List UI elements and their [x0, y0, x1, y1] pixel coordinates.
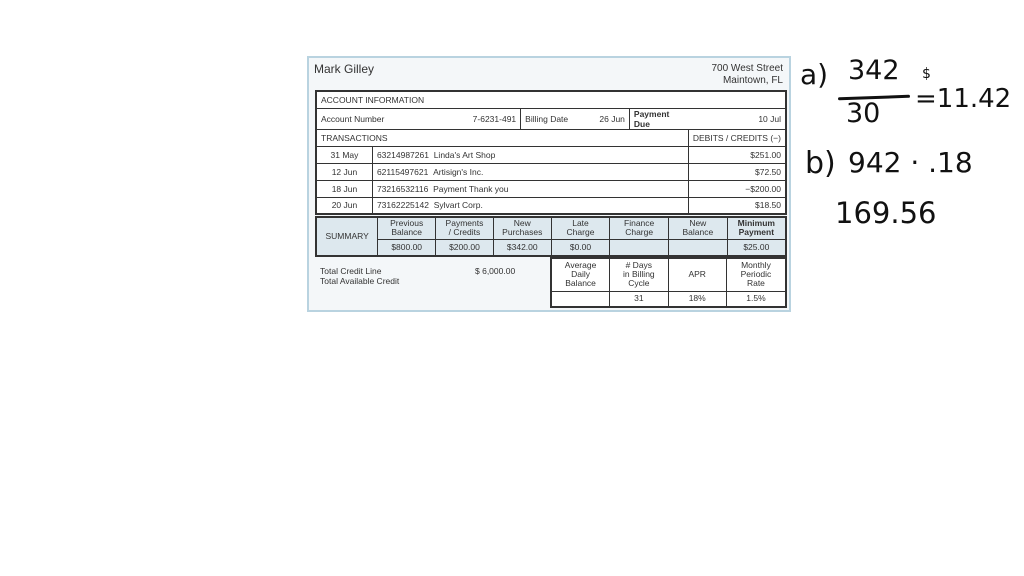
summary-header-payments-credits [436, 217, 494, 239]
minimum-payment-value: $25.00 [727, 239, 786, 256]
account-info-title: ACCOUNT INFORMATION [316, 91, 786, 108]
header-line: New [513, 218, 531, 229]
header-line: Payment [738, 227, 775, 238]
header-line: Payments [445, 218, 484, 229]
payments-credits-value: $200.00 [436, 239, 494, 256]
transaction-amount: $251.00 [688, 146, 786, 163]
summary-label: SUMMARY [316, 217, 378, 256]
header-line: Daily [571, 269, 590, 280]
rates-header-average-daily-balance [551, 258, 610, 291]
summary-header-finance-charge [610, 217, 669, 239]
header-line: Rate [746, 278, 765, 289]
credit-labels [320, 266, 399, 286]
account-info-header-row [316, 91, 786, 108]
handwriting-part-a-unit: $ [922, 66, 931, 82]
rates-header-days-in-billing-cycle [610, 258, 668, 291]
transaction-row [316, 180, 786, 197]
total-credit-line-value: $ 6,000.00 [475, 266, 516, 276]
transaction-reference: 73162225142 [376, 200, 429, 211]
header-line: Purchases [502, 227, 543, 238]
apr-value: 18% [668, 291, 726, 307]
header-line: Cycle [628, 278, 650, 289]
new-balance-value [668, 239, 727, 256]
transaction-detail [372, 197, 688, 214]
header-line: Balance [565, 278, 596, 289]
account-info-row [316, 108, 786, 129]
transaction-reference: 73216532116 [376, 183, 429, 194]
header-line: Charge [625, 227, 654, 238]
handwriting-part-a-result: =11.42 [915, 84, 1012, 114]
previous-balance-value: $800.00 [378, 239, 436, 256]
handwriting-part-b-label: b) [805, 146, 836, 181]
header-line: in Billing [623, 269, 655, 280]
header-line: Average [564, 260, 597, 271]
transaction-reference: 62115497621 [376, 166, 429, 177]
rates-header-monthly-periodic-rate [726, 258, 786, 291]
header-line: Previous [390, 218, 424, 229]
customer-name: Mark Gilley [314, 62, 375, 76]
header-line: Balance [682, 227, 714, 238]
transaction-reference: 63214987261 [376, 149, 429, 160]
summary-header-minimum-payment [727, 217, 786, 239]
header-line: New [689, 218, 707, 229]
handwriting-part-a-denominator: 30 [846, 98, 881, 129]
days-in-billing-cycle-value: 31 [610, 291, 668, 307]
transaction-date: 12 Jun [316, 163, 372, 180]
billing-statement [307, 56, 791, 312]
handwriting-part-a-numerator: 342 [848, 55, 900, 86]
payment-due-label: Payment Due [629, 108, 688, 129]
average-daily-balance-value [551, 291, 610, 307]
customer-address [711, 63, 783, 87]
summary-header-new-balance [668, 217, 727, 239]
transaction-description: Payment Thank you [433, 183, 509, 194]
header-line: Minimum [737, 218, 775, 229]
new-purchases-value: $342.00 [493, 239, 551, 256]
header-line: # Days [625, 260, 653, 271]
transactions-header-row [316, 129, 786, 146]
transaction-amount: −$200.00 [688, 180, 786, 197]
summary-values-row [316, 239, 786, 256]
transaction-description: Artisign's Inc. [433, 166, 484, 177]
header-line: Monthly [741, 260, 771, 271]
debits-credits-header: DEBITS / CREDITS (−) [688, 129, 786, 146]
rates-table [550, 257, 787, 308]
header-line: Late [572, 218, 589, 229]
handwriting-part-b-result: 169.56 [835, 196, 937, 230]
address-line-2: Maintown, FL [722, 75, 783, 86]
rates-header-apr: APR [668, 258, 726, 291]
transactions-title: TRANSACTIONS [316, 129, 688, 146]
transaction-row [316, 163, 786, 180]
late-charge-value: $0.00 [551, 239, 610, 256]
header-line: Balance [391, 227, 423, 238]
billing-date-value: 26 Jun [579, 108, 629, 129]
summary-header-new-purchases [493, 217, 551, 239]
payment-due-value: 10 Jul [688, 108, 786, 129]
transaction-date: 31 May [316, 146, 372, 163]
billing-date-label: Billing Date [521, 108, 579, 129]
handwriting-part-b-expression: 942 · .18 [848, 146, 973, 179]
summary-header-late-charge [551, 217, 610, 239]
header-line: Charge [566, 227, 595, 238]
header-line: / Credits [448, 227, 481, 238]
transaction-row [316, 197, 786, 214]
total-available-credit-label: Total Available Credit [320, 276, 400, 286]
transaction-amount: $72.50 [688, 163, 786, 180]
account-table [315, 90, 787, 215]
transaction-amount: $18.50 [688, 197, 786, 214]
header-line: Finance [624, 218, 655, 229]
monthly-periodic-rate-value: 1.5% [726, 291, 786, 307]
transaction-description: Sylvart Corp. [433, 200, 483, 211]
finance-charge-value [610, 239, 669, 256]
header-line: Periodic [740, 269, 772, 280]
transaction-row [316, 146, 786, 163]
address-line-1: 700 West Street [711, 63, 783, 74]
transaction-date: 20 Jun [316, 197, 372, 214]
total-credit-line-label: Total Credit Line [320, 266, 382, 276]
transaction-detail [372, 146, 688, 163]
transaction-detail [372, 163, 688, 180]
transaction-date: 18 Jun [316, 180, 372, 197]
summary-header-row [316, 217, 786, 239]
rates-header-row [551, 258, 786, 291]
transaction-detail [372, 180, 688, 197]
account-number-value: 7-6231-491 [462, 108, 520, 129]
handwriting-part-a-label: a) [800, 58, 829, 91]
account-number-label: Account Number [316, 108, 462, 129]
rates-values-row [551, 291, 786, 307]
summary-table [315, 216, 787, 257]
summary-header-previous-balance [378, 217, 436, 239]
transaction-description: Linda's Art Shop [433, 149, 496, 160]
